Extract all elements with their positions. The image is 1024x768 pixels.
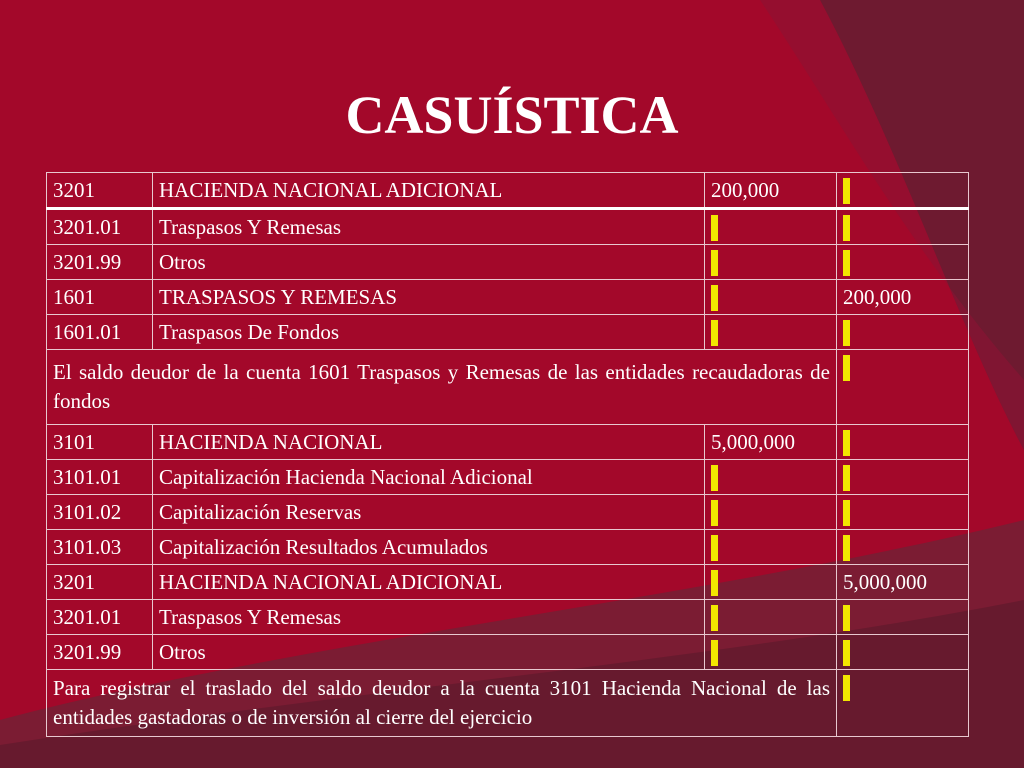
- debit-cell: [705, 245, 837, 280]
- account-code: 3101: [47, 425, 153, 460]
- account-code: 3101.03: [47, 530, 153, 565]
- account-name: HACIENDA NACIONAL ADICIONAL: [153, 173, 705, 209]
- note-text: El saldo deudor de la cuenta 1601 Traspasos y Remesas de las entidades recaudadoras de fondos: [47, 350, 837, 425]
- credit-cell: [837, 173, 969, 209]
- yellow-marker-icon: [843, 355, 850, 381]
- credit-cell: [837, 460, 969, 495]
- debit-cell: [705, 635, 837, 670]
- account-code: 1601.01: [47, 315, 153, 350]
- yellow-marker-icon: [711, 250, 718, 276]
- yellow-marker-icon: [843, 675, 850, 701]
- table-row: [47, 495, 969, 530]
- table-row: [47, 245, 969, 280]
- credit-amount: 200,000: [837, 280, 969, 315]
- account-code: 3201.99: [47, 635, 153, 670]
- credit-cell: [837, 425, 969, 460]
- credit-cell: [837, 209, 969, 245]
- table-row: [47, 173, 969, 209]
- yellow-marker-icon: [711, 605, 718, 631]
- debit-cell: [705, 315, 837, 350]
- yellow-marker-icon: [843, 320, 850, 346]
- note-row: [47, 350, 969, 425]
- credit-cell: [837, 245, 969, 280]
- ledger-table: [46, 172, 969, 737]
- yellow-marker-icon: [843, 215, 850, 241]
- account-name: Traspasos Y Remesas: [153, 209, 705, 245]
- yellow-marker-icon: [843, 250, 850, 276]
- yellow-marker-icon: [843, 535, 850, 561]
- account-code: 3201.01: [47, 600, 153, 635]
- account-name: HACIENDA NACIONAL: [153, 425, 705, 460]
- debit-amount: 5,000,000: [705, 425, 837, 460]
- table-row: [47, 425, 969, 460]
- credit-cell: [837, 670, 969, 737]
- credit-cell: [837, 350, 969, 425]
- yellow-marker-icon: [711, 535, 718, 561]
- debit-cell: [705, 530, 837, 565]
- table-row: [47, 460, 969, 495]
- credit-cell: [837, 495, 969, 530]
- account-name: TRASPASOS Y REMESAS: [153, 280, 705, 315]
- account-code: 3201.01: [47, 209, 153, 245]
- yellow-marker-icon: [843, 430, 850, 456]
- yellow-marker-icon: [843, 465, 850, 491]
- yellow-marker-icon: [711, 320, 718, 346]
- account-code: 1601: [47, 280, 153, 315]
- table-row: [47, 209, 969, 245]
- note-row: [47, 670, 969, 737]
- debit-cell: [705, 460, 837, 495]
- debit-amount: 200,000: [705, 173, 837, 209]
- account-code: 3201: [47, 173, 153, 209]
- debit-cell: [705, 495, 837, 530]
- yellow-marker-icon: [711, 570, 718, 596]
- account-name: HACIENDA NACIONAL ADICIONAL: [153, 565, 705, 600]
- credit-amount: 5,000,000: [837, 565, 969, 600]
- table-row: [47, 600, 969, 635]
- account-code: 3201: [47, 565, 153, 600]
- yellow-marker-icon: [843, 605, 850, 631]
- account-name: Traspasos De Fondos: [153, 315, 705, 350]
- credit-cell: [837, 315, 969, 350]
- table-row: [47, 635, 969, 670]
- note-text: Para registrar el traslado del saldo deudor a la cuenta 3101 Hacienda Nacional de las entidades gastadoras o de inversión al cierre del ejercicio: [47, 670, 837, 737]
- credit-cell: [837, 530, 969, 565]
- debit-cell: [705, 565, 837, 600]
- account-code: 3201.99: [47, 245, 153, 280]
- account-name: Otros: [153, 245, 705, 280]
- slide-title: CASUÍSTICA: [345, 85, 679, 145]
- account-code: 3101.01: [47, 460, 153, 495]
- table-row: [47, 280, 969, 315]
- account-name: Capitalización Reservas: [153, 495, 705, 530]
- table-row: [47, 315, 969, 350]
- table-row: [47, 565, 969, 600]
- account-name: Capitalización Resultados Acumulados: [153, 530, 705, 565]
- account-name: Traspasos Y Remesas: [153, 600, 705, 635]
- account-code: 3101.02: [47, 495, 153, 530]
- yellow-marker-icon: [843, 178, 850, 204]
- yellow-marker-icon: [843, 640, 850, 666]
- debit-cell: [705, 600, 837, 635]
- yellow-marker-icon: [711, 285, 718, 311]
- account-name: Capitalización Hacienda Nacional Adicional: [153, 460, 705, 495]
- yellow-marker-icon: [711, 465, 718, 491]
- yellow-marker-icon: [711, 215, 718, 241]
- credit-cell: [837, 600, 969, 635]
- account-name: Otros: [153, 635, 705, 670]
- yellow-marker-icon: [711, 500, 718, 526]
- debit-cell: [705, 209, 837, 245]
- yellow-marker-icon: [711, 640, 718, 666]
- table-row: [47, 530, 969, 565]
- yellow-marker-icon: [843, 500, 850, 526]
- credit-cell: [837, 635, 969, 670]
- debit-cell: [705, 280, 837, 315]
